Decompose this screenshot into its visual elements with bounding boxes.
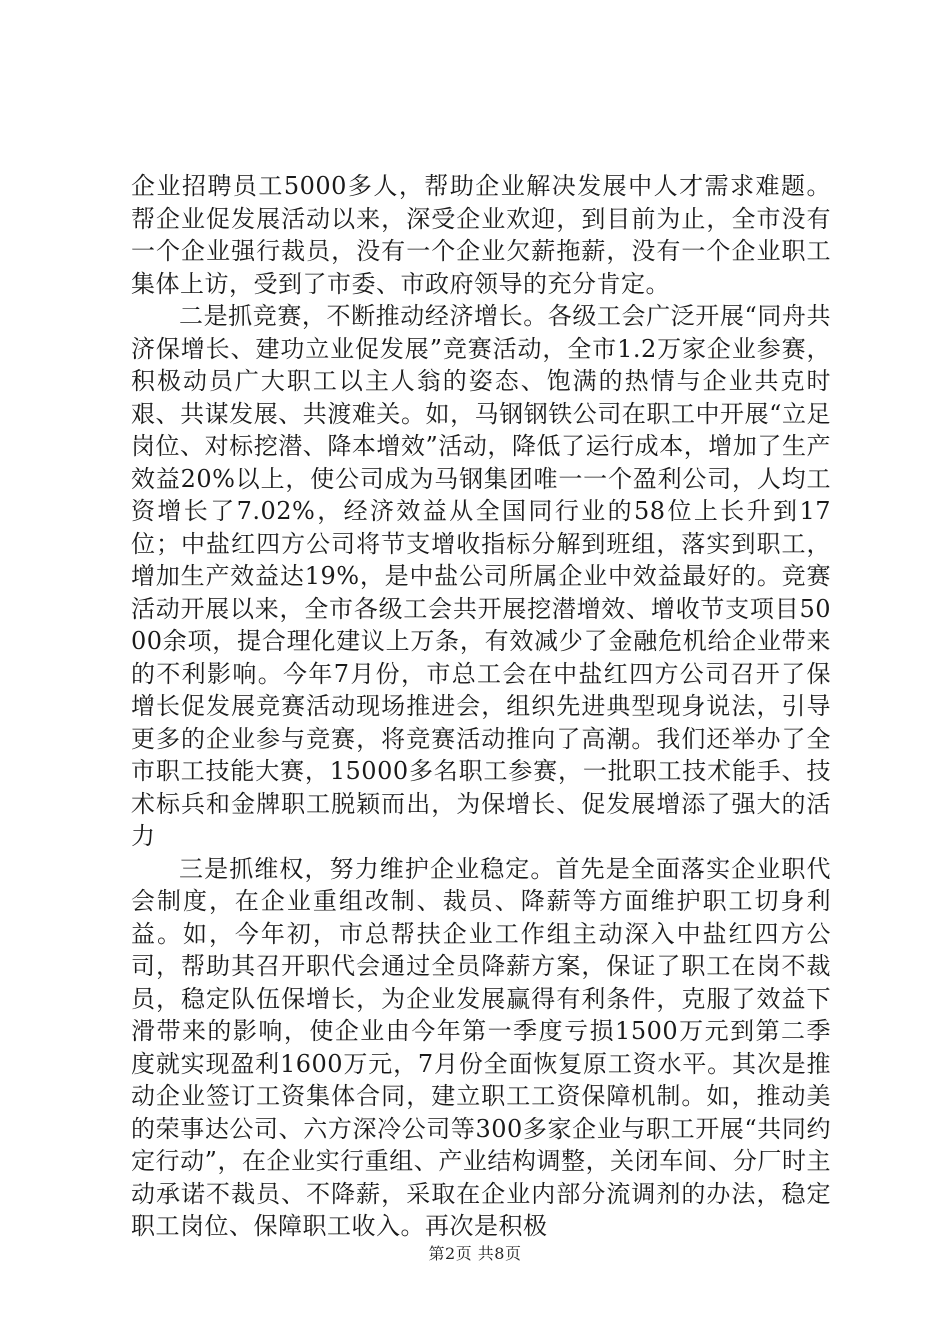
document-body	[131, 170, 831, 1243]
paragraph-1: 企业招聘员工5000多人，帮助企业解决发展中人才需求难题。帮企业促发展活动以来，深受企业欢迎，到目前为止，全市没有一个企业强行裁员，没有一个企业欠薪拖薪，没有一个企业职工集体上访，受到了市委、市政府领导的充分肯定。	[131, 172, 831, 298]
paragraph-3: 三是抓维权，努力维护企业稳定。首先是全面落实企业职代会制度，在企业重组改制、裁员、降薪等方面维护职工切身利益。如，今年初，市总帮扶企业工作组主动深入中盐红四方公司，帮助其召开职代会通过全员降薪方案，保证了职工在岗不裁员，稳定队伍保增长，为企业发展赢得有利条件，克服了效益下滑带来的影响，使企业由今年第一季度亏损1500万元到第二季度就实现盈利1600万元，7月份全面恢复原工资水平。其次是推动企业签订工资集体合同，建立职工工资保障机制。如，推动美的荣事达公司、六方深冷公司等300多家企业与职工开展“共同约定行动”，在企业实行重组、产业结构调整，关闭车间、分厂时主动承诺不裁员、不降薪，采取在企业内部分流调剂的办法，稳定职工岗位、保障职工收入。再次是积极	[131, 854, 831, 1240]
page-number-footer: 第2页 共8页	[428, 1244, 522, 1263]
paragraph-2: 二是抓竞赛，不断推动经济增长。各级工会广泛开展“同舟共济保增长、建功立业促发展”竞赛活动，全市1.2万家企业参赛，积极动员广大职工以主人翁的姿态、饱满的热情与企业共克时艰、共谋发展、共渡难关。如，马钢钢铁公司在职工中开展“立足岗位、对标挖潜、降本增效”活动，降低了运行成本，增加了生产效益20%以上，使公司成为马钢集团唯一一个盈利公司，人均工资增长了7.02%，经济效益从全国同行业的58位上长升到17位；中盐红四方公司将节支增收指标分解到班组，落实到职工，增加生产效益达19%，是中盐公司所属企业中效益最好的。竞赛活动开展以来，全市各级工会共开展挖潜增效、增收节支项目5000余项，提合理化建议上万条，有效减少了金融危机给企业带来的不利影响。今年7月份，市总工会在中盐红四方公司召开了保增长促发展竞赛活动现场推进会，组织先进典型现身说法，引导更多的企业参与竞赛，将竞赛活动推向了高潮。我们还举办了全市职工技能大赛，15000多名职工参赛，一批职工技术能手、技术标兵和金牌职工脱颖而出，为保增长、促发展增添了强大的活力	[131, 302, 831, 850]
